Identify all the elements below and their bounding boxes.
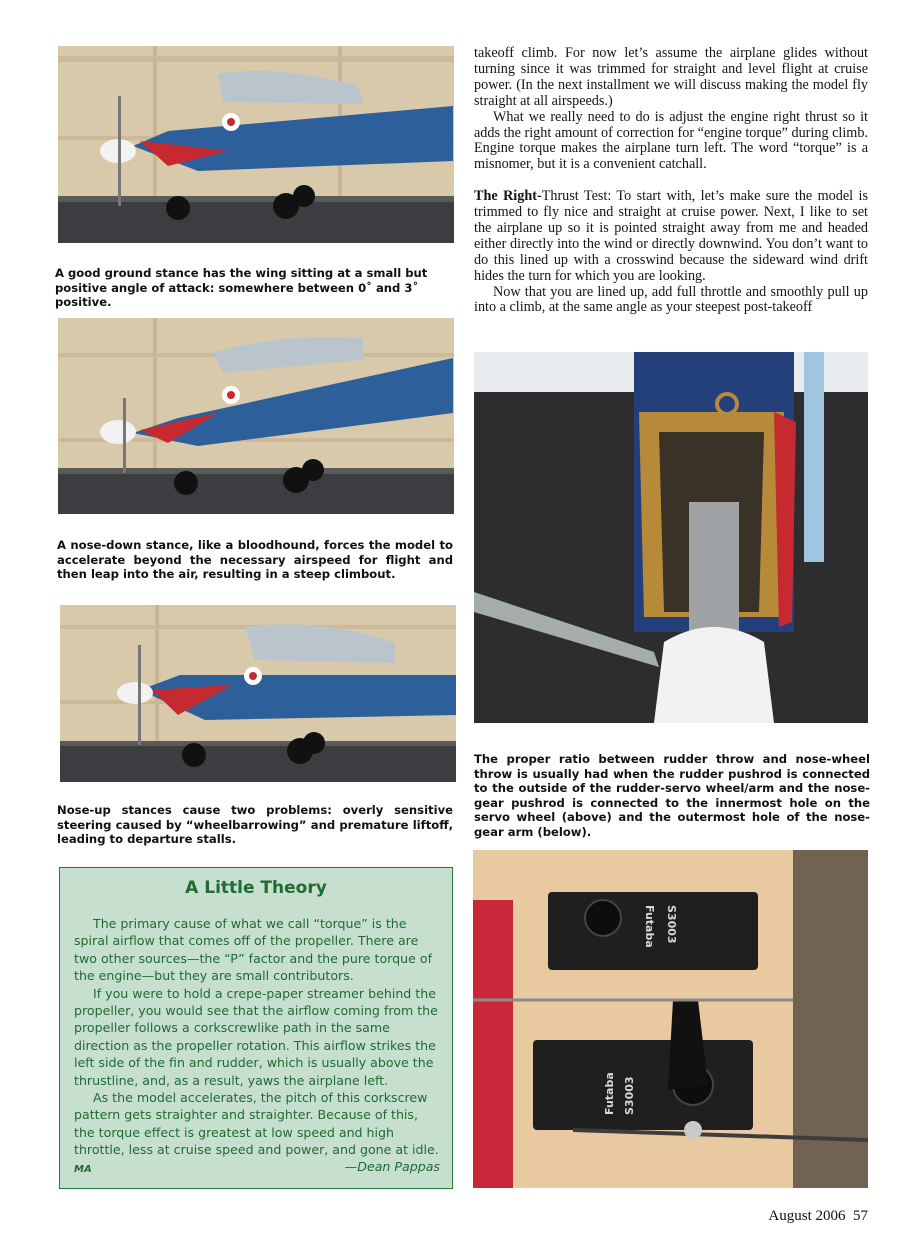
article-paragraph: Now that you are lined up, add full throttle and smoothly pull up into a climb, at the same angle as your steepest post-takeoff — [474, 283, 868, 316]
sidebar-a-little-theory — [59, 867, 453, 1189]
caption-nose-gear: The proper ratio between rudder throw and nose-wheel throw is usually had when the rudder pushrod is connected to the outside of the rudder-servo wheel/arm and the nose-gear pushrod is connected to the innermost hole on the servo wheel (above) and the outermost hole of the nose-gear arm (below). — [474, 752, 870, 839]
photo-nose-gear-closeup — [474, 352, 868, 723]
sidebar-paragraph: The primary cause of what we call “torque” is the spiral airflow that comes off of the propeller. There are two other sources—the “P” factor and the pure torque of the engine—but they are small contributors. — [74, 916, 432, 984]
servo-label-model: S3003 — [623, 1076, 636, 1115]
sidebar-paragraph: As the model accelerates, the pitch of this corkscrew pattern gets straighter and straighter. Because of this, the torque effect is greatest at low speed and high throttle, less at cruise speed and power, and gone at idle. MA — [74, 1090, 439, 1175]
sidebar-text — [74, 915, 440, 1178]
article-paragraph: The Right-Thrust Test: To start with, let’s make sure the model is trimmed to fly nice and straight at cruise power. Next, I like to set the airplane up so it is pointed straight away from me and headed either directly into the wind or directly downwind. You don’t want to do this lined up with a crosswind because the sideward wind drift hides the turn for which you are looking. — [474, 188, 868, 284]
photo-good-stance — [58, 46, 454, 243]
servo-label-brand: Futaba — [643, 905, 656, 948]
caption-nose-up-stance: Nose-up stances cause two problems: overly sensitive steering caused by “wheelbarrowing” and premature liftoff, leading to departure stalls. — [57, 803, 453, 846]
photo-servos — [473, 850, 868, 1188]
subhead-runin: The Right- — [474, 188, 542, 205]
servo-label-brand: Futaba — [603, 1072, 616, 1115]
article-paragraph: takeoff climb. For now let’s assume the airplane glides without turning since it was trimmed for straight and level flight at cruise power. (In the next installment we will discuss making the model fly straight at all airspeeds.) — [474, 45, 868, 109]
photo-nose-down-stance — [58, 318, 454, 514]
servo-label-model: S3003 — [665, 905, 678, 944]
page-number: 57 — [853, 1208, 868, 1224]
page-footer — [768, 1208, 868, 1225]
issue-date: August 2006 — [768, 1208, 846, 1224]
sidebar-paragraph: If you were to hold a crepe-paper streamer behind the propeller, you would see that the airflow coming from the propeller follows a corkscrewlike path in the same direction as the propeller rotation. This airflow strikes the left side of the fin and rudder, which is usually above the thrustline, and, as a result, yaws the airplane left. — [74, 985, 438, 1088]
sidebar-author: —Dean Pappas — [344, 1159, 440, 1174]
sidebar-title: A Little Theory — [185, 878, 327, 898]
caption-nose-down-stance: A nose-down stance, like a bloodhound, forces the model to accelerate beyond the necessary airspeed for flight and then leap into the air, resulting in a steep climbout. — [57, 538, 453, 581]
article-paragraph: What we really need to do is adjust the engine right thrust so it adds the right amount of correction for “engine torque” during climb. Engine torque makes the airplane turn left. The word “torque” is a misnomer, but it is a convenient catchall. — [474, 108, 868, 173]
photo-nose-up-stance — [60, 605, 456, 782]
caption-good-stance: A good ground stance has the wing sitting at a small but positive angle of attack: somewhere between 0˚ and 3˚ positive. — [55, 266, 428, 309]
end-mark: MA — [74, 1163, 92, 1175]
article-text-top — [474, 46, 868, 316]
